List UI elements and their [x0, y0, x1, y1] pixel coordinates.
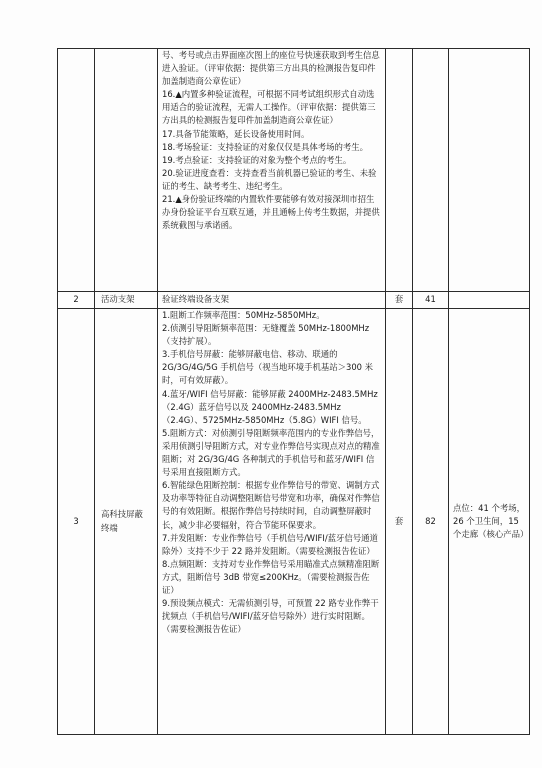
item-unit: 套 [386, 292, 413, 309]
item-name: 活动支架 [95, 292, 158, 309]
row-index [58, 49, 95, 292]
spec-line: 20.验证进度查看：支持查看当前机器已验证的考生、未验证的考生、缺考考生、违纪考生。 [162, 167, 377, 191]
spec-line: 7.并发阻断：专业作弊信号（手机信号/WIFI/蓝牙信号通道除外）支持不少于 22 路并发阻断。（需要检测报告佐证） [162, 532, 378, 556]
row-index: 2 [58, 292, 95, 309]
spec-line: 1.阻断工作频率范围：50MHz-5850MHz。 [162, 310, 325, 320]
spec-line: 8.点频阻断：支持对专业作弊信号采用瞄准式点频精准阻断方式，阻断信号 3dB 带宽≤200KHz。（需要检测报告佐证） [162, 558, 380, 595]
spec-line: 3.手机信号屏蔽：能够屏蔽电信、移动、联通的 2G/3G/4G/5G 手机信号（视当地环境手机基站＞300 米时，可有效屏蔽）。 [162, 349, 374, 386]
row-index: 3 [58, 309, 95, 735]
item-quantity [413, 49, 449, 292]
item-specs [158, 49, 386, 292]
spec-line: 2.侦测引导阻断频率范围：无缝覆盖 50MHz-1800MHz（支持扩展）。 [162, 323, 370, 347]
spec-line: 4.蓝牙/WIFI 信号屏蔽：能够屏蔽 2400MHz-2483.5MHz（2.4G）蓝牙信号以及 2400MHz-2483.5MHz（2.4G）、5725MHz-5850MHz（5.8G）WIFI 信号。 [162, 388, 378, 425]
item-quantity: 41 [413, 292, 449, 309]
item-note [449, 292, 530, 309]
spec-line: 16.▲内置多种验证流程，可根据不同考试组织形式自动选用适合的验证流程，无需人工操作。（评审依据：提供第三方出具的检测报告复印件加盖制造商公章佐证） [162, 89, 376, 126]
spec-line: 9.预设频点模式：无需侦测引导，可预置 22 路专业作弊干扰频点（手机信号/WIFI/蓝牙信号除外）进行实时阻断。（需要检测报告佐证） [162, 598, 379, 635]
item-note [449, 49, 530, 292]
spec-line: 6.智能绿色阻断控制：根据专业作弊信号的带宽、调制方式及功率等特征自动调整阻断信号带宽和功率，确保对作弊信号的有效阻断。根据作弊信号持续时间，自动调整屏蔽时长，减少非必要辐射，符合节能环保要求。 [162, 480, 380, 530]
item-note: 点位：41 个考场，26 个卫生间，15 个走廊（核心产品） [449, 309, 530, 735]
item-unit [386, 49, 413, 292]
spec-line: 验证终端设备支架 [162, 294, 229, 305]
item-quantity: 82 [413, 309, 449, 735]
spec-line: 17.具备节能策略，延长设备使用时间。 [162, 128, 310, 139]
table-row [58, 309, 530, 735]
spec-line: 5.阻断方式：对侦测引导阻断频率范围内的专业作弊信号，采用侦测引导阻断方式，对专业作弊信号实现点对点的精准阻断；对 2G/3G/4G 各种制式的手机信号和蓝牙/WIFI 信号采用直接阻断方式。 [162, 427, 380, 478]
table-row [58, 292, 530, 309]
spec-line: 21.▲身份验证终端的内置软件要能够有效对接深圳市招生办身份验证平台互联互通，并且通畅上传考生数据，并提供系统截图与承诺函。 [162, 194, 380, 231]
item-name [95, 49, 158, 292]
procurement-spec-table [57, 48, 530, 735]
item-specs [158, 309, 386, 735]
spec-line: 19.考点验证：支持验证的对象为整个考点的考生。 [162, 154, 352, 165]
table-row [58, 49, 530, 292]
spec-line: 18.考场验证：支持验证的对象仅仅是具体考场的考生。 [162, 141, 368, 152]
item-unit: 套 [386, 309, 413, 735]
item-name: 高科技屏蔽终端 [95, 309, 158, 735]
spec-line: 号、考号或点击界面座次图上的座位号快速获取到考生信息进入验证。（评审依据：提供第三方出具的检测报告复印件加盖制造商公章佐证） [162, 50, 380, 87]
item-specs [158, 292, 386, 309]
